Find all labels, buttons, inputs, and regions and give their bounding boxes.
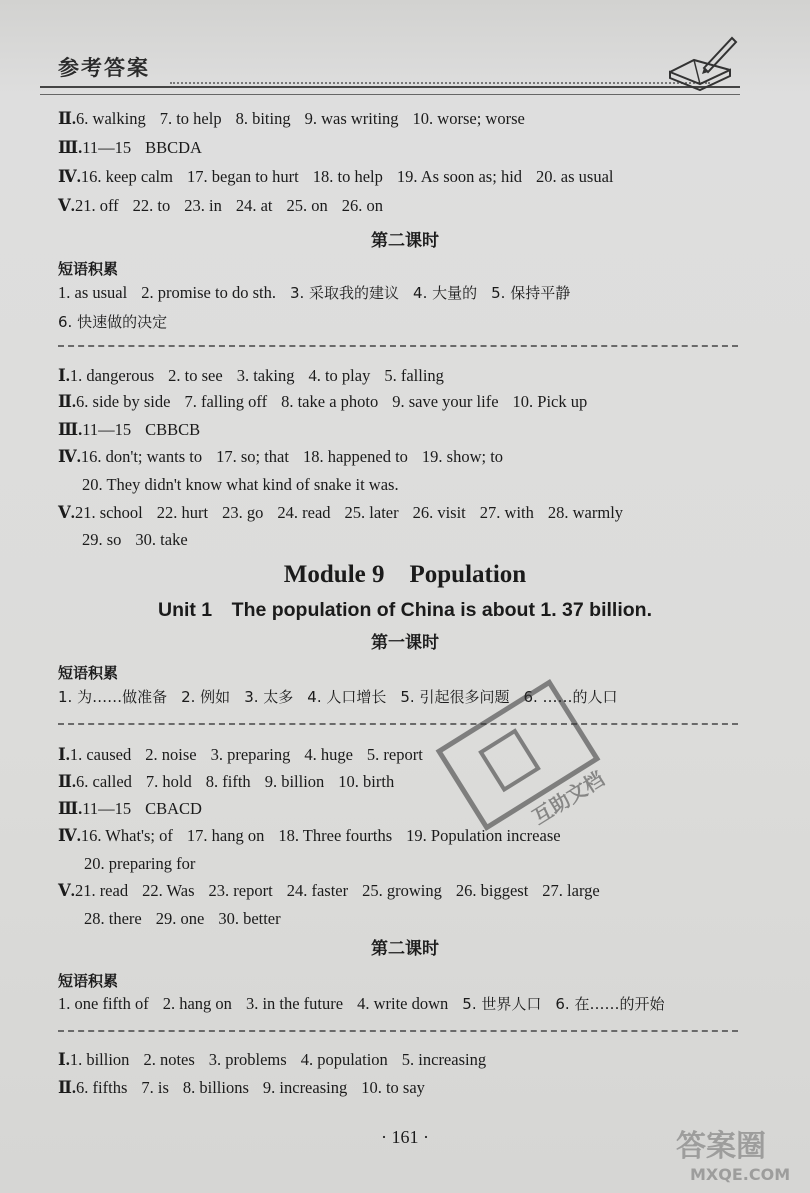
- watermark-logo: [672, 1120, 802, 1188]
- answer-line: Ⅱ.6. walking 7. to help 8. biting 9. was writing 10. worse; worse: [58, 109, 525, 128]
- phrase-line: 1. as usual 2. promise to do sth. 3. 采取我的建议 4. 大量的 5. 保持平静: [58, 283, 571, 302]
- lesson-heading: 第一课时: [371, 633, 439, 653]
- stamp-image: [418, 655, 618, 855]
- answer-line: Ⅴ.21. school 22. hurt 23. go 24. read 25. later 26. visit 27. with 28. warmly: [58, 503, 624, 522]
- header-rule: [40, 86, 740, 95]
- header-dotted-line: [170, 70, 710, 84]
- phrase-label: 短语积累: [58, 972, 119, 990]
- phrase-line: 1. 为……做准备 2. 例如 3. 太多 4. 人口增长 5. 引起很多问题 6. ……的人口: [58, 688, 618, 706]
- answer-line: Ⅰ.1. billion 2. notes 3. problems 4. population 5. increasing: [58, 1050, 487, 1069]
- answer-line: Ⅳ.16. keep calm 17. began to hurt 18. to help 19. As soon as; hid 20. as usual: [58, 167, 614, 186]
- answer-line: Ⅰ.1. dangerous 2. to see 3. taking 4. to play 5. falling: [58, 366, 444, 385]
- answer-line: Ⅴ.21. read 22. Was 23. report 24. faster 25. growing 26. biggest 27. large: [58, 881, 600, 900]
- dashed-divider: [58, 723, 738, 725]
- dashed-divider: [58, 1030, 738, 1032]
- answer-line: 29. so 30. take: [82, 530, 188, 549]
- answer-line: Ⅴ.21. off 22. to 23. in 24. at 25. on 26. on: [58, 196, 383, 215]
- answer-line: Ⅱ.6. called 7. hold 8. fifth 9. billion 10. birth: [58, 772, 395, 791]
- svg-text:互助文档: 互助文档: [527, 766, 609, 830]
- header-title: 参考答案: [58, 55, 150, 80]
- dashed-divider: [58, 345, 738, 347]
- lesson-heading: 第二课时: [371, 231, 439, 251]
- phrase-label: 短语积累: [58, 260, 119, 278]
- answer-line: 20. They didn't know what kind of snake it was.: [82, 475, 399, 494]
- answer-line: 20. preparing for: [84, 854, 196, 873]
- answer-line: Ⅲ.11—15 BBCDA: [58, 138, 202, 157]
- lesson-heading: 第二课时: [371, 939, 439, 959]
- phrase-line: 1. one fifth of 2. hang on 3. in the future 4. write down 5. 世界人口 6. 在……的开始: [58, 994, 665, 1013]
- answer-line: Ⅲ.11—15 CBBCB: [58, 420, 201, 439]
- page-header: [0, 0, 810, 100]
- svg-text:MXQE.COM: MXQE.COM: [690, 1165, 791, 1184]
- svg-text:答案圈: 答案圈: [676, 1129, 766, 1164]
- answer-line: Ⅰ.1. caused 2. noise 3. preparing 4. huge 5. report: [58, 745, 423, 764]
- book-pencil-icon: [664, 32, 738, 92]
- answer-line: Ⅳ.16. What's; of 17. hang on 18. Three fourths 19. Population increase: [58, 826, 561, 845]
- answer-line: Ⅲ.11—15 CBACD: [58, 799, 202, 818]
- phrase-line: 6. 快速做的决定: [58, 313, 168, 331]
- unit-title: Unit 1 The population of China is about 1. 37 billion.: [157, 599, 652, 621]
- page-number: · 161 ·: [381, 1127, 429, 1147]
- answer-line: 28. there 29. one 30. better: [84, 909, 281, 928]
- answer-line: Ⅱ.6. side by side 7. falling off 8. take a photo 9. save your life 10. Pick up: [58, 392, 588, 411]
- phrase-label: 短语积累: [58, 664, 119, 682]
- module-title: Module 9 Population: [283, 561, 527, 588]
- answer-line: Ⅳ.16. don't; wants to 17. so; that 18. happened to 19. show; to: [58, 447, 504, 466]
- answer-line: Ⅱ.6. fifths 7. is 8. billions 9. increasing 10. to say: [58, 1078, 425, 1097]
